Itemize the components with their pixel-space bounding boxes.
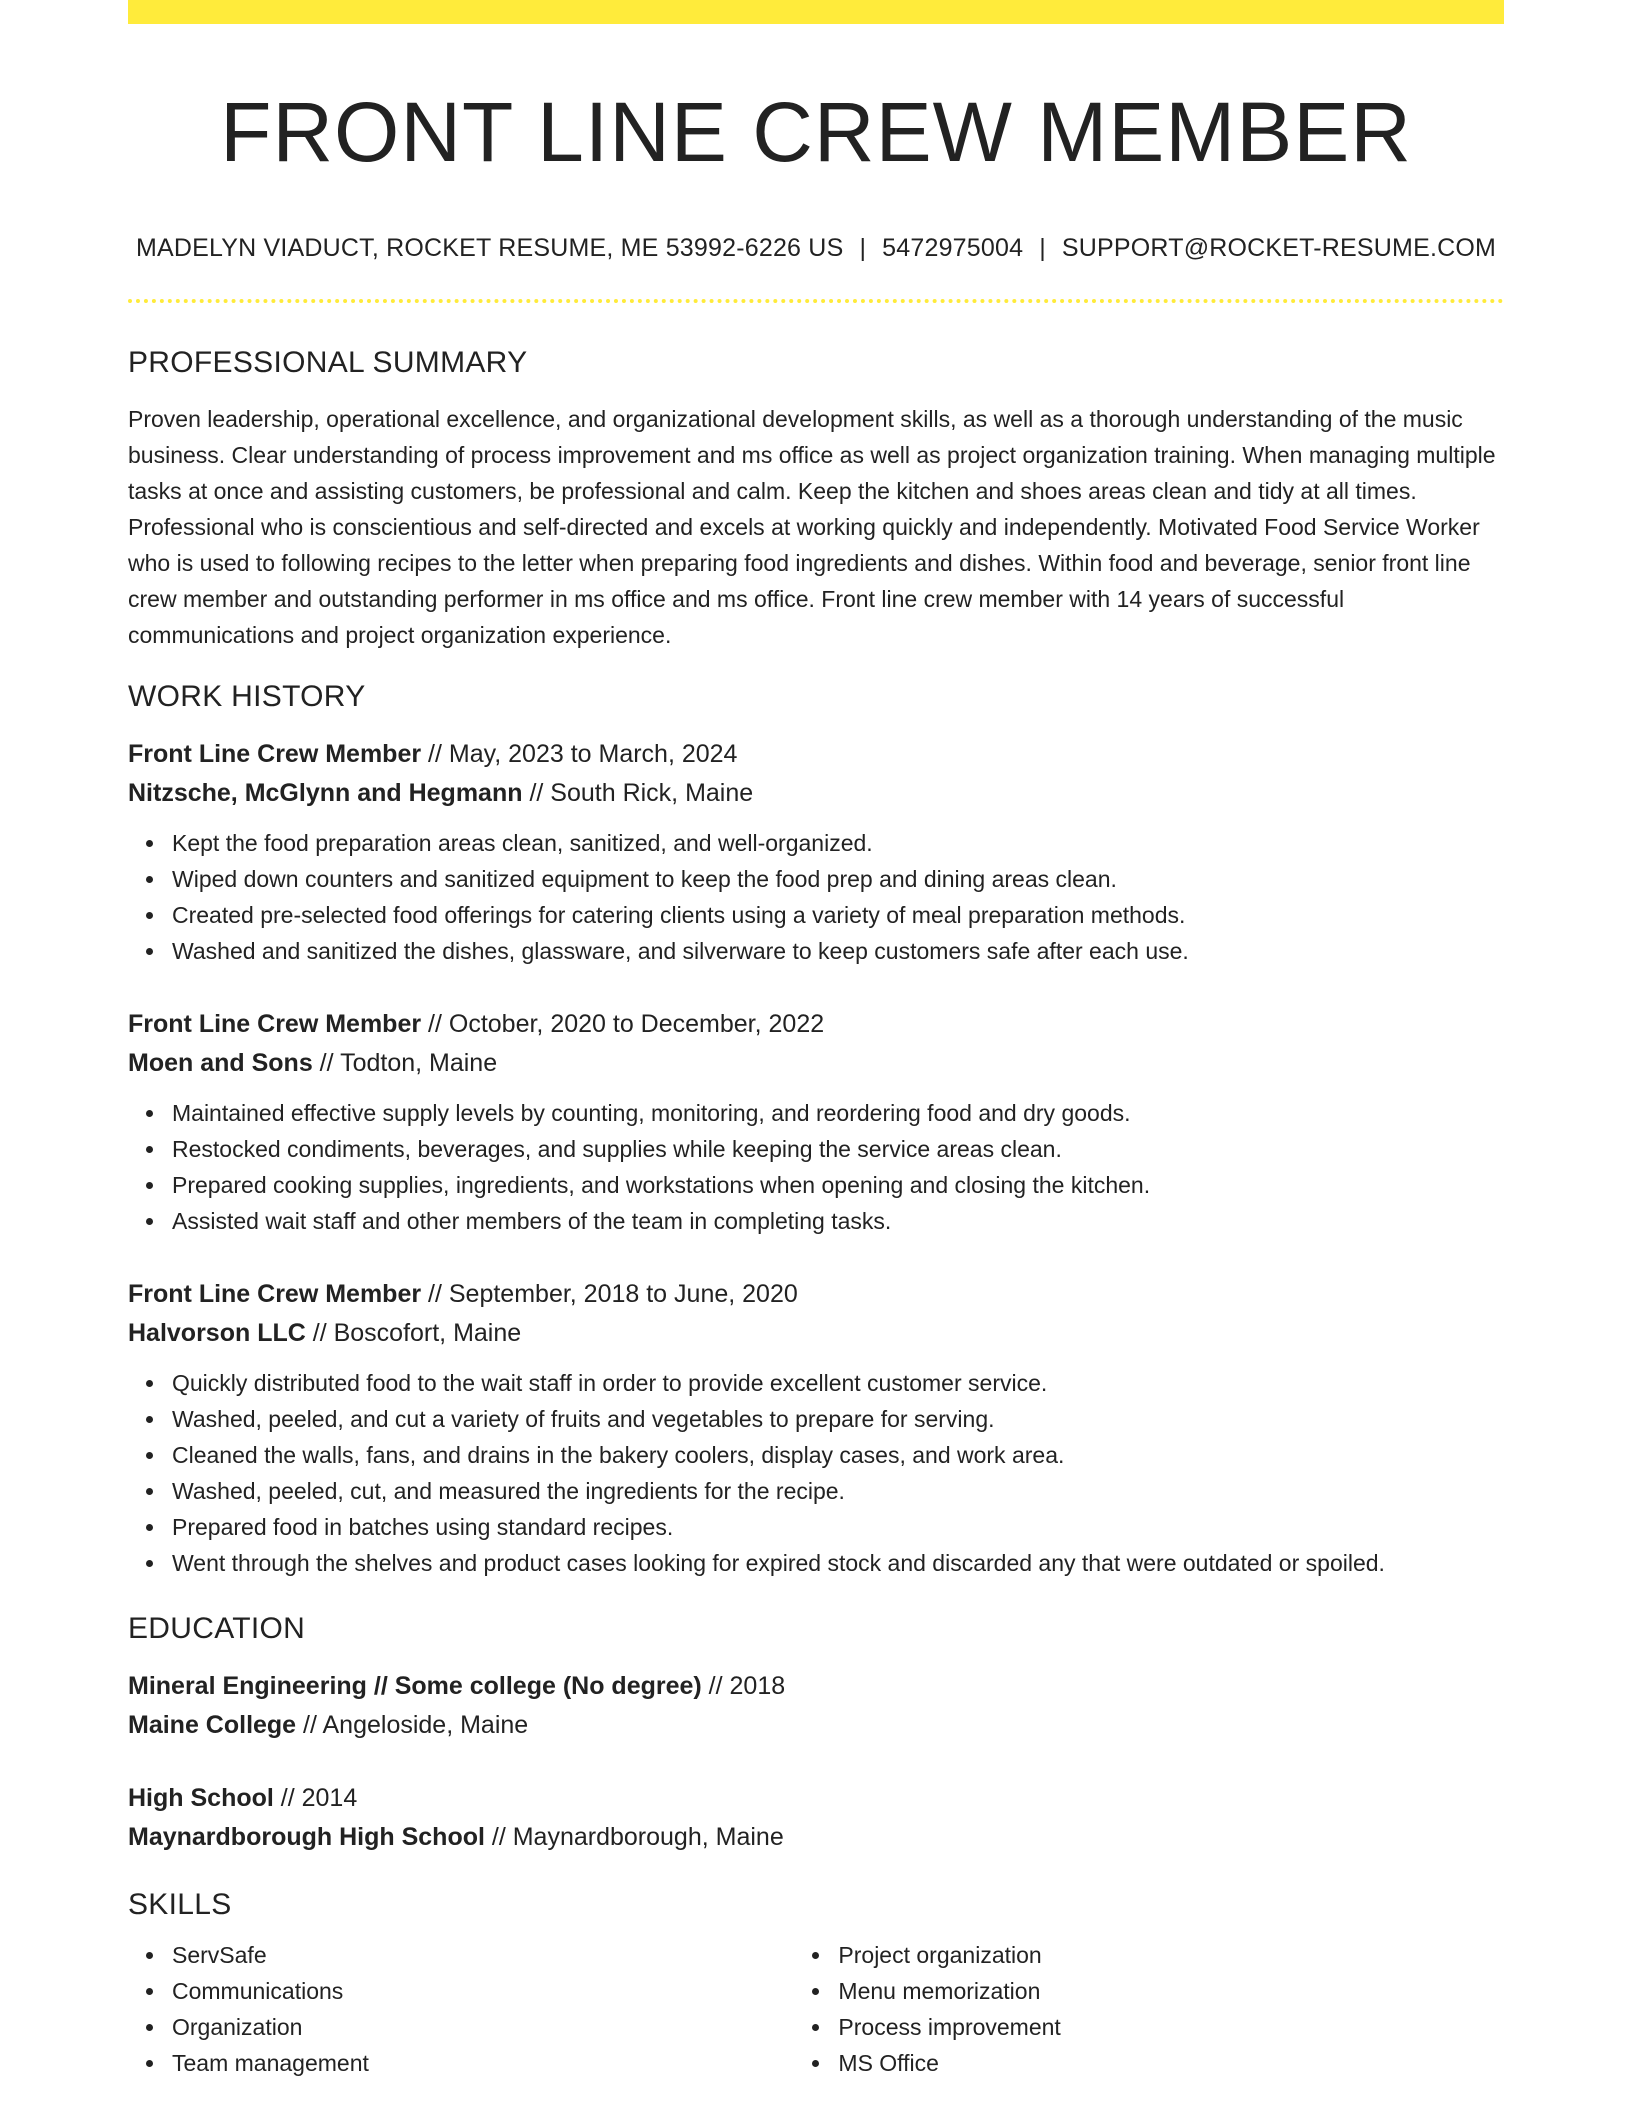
education-school-line [128, 1706, 1504, 1745]
resume-page [128, 0, 1504, 2081]
resume-title: FRONT LINE CREW MEMBER [220, 85, 1412, 179]
skill-item: ServSafe [172, 1937, 794, 1973]
education-degree-line [128, 1779, 1504, 1818]
education-school-line [128, 1818, 1504, 1857]
job-duties [128, 1365, 1504, 1581]
education-year: // 2018 [701, 1672, 786, 1700]
skill-item: Communications [172, 1973, 794, 2009]
job-duty: Kept the food preparation areas clean, sanitized, and well-organized. [172, 825, 1504, 861]
job-duty: Prepared cooking supplies, ingredients, and workstations when opening and closing the kitchen. [172, 1167, 1504, 1203]
job-dates: // September, 2018 to June, 2020 [421, 1280, 798, 1308]
skill-item: Team management [172, 2045, 794, 2081]
education-heading: EDUCATION [128, 1612, 306, 1645]
job-duty: Assisted wait staff and other members of the team in completing tasks. [172, 1203, 1504, 1239]
contact-address: MADELYN VIADUCT, ROCKET RESUME, ME 53992-6226 US [135, 234, 844, 262]
job-duty: Restocked condiments, beverages, and supplies while keeping the service areas clean. [172, 1131, 1504, 1167]
job-entry [128, 735, 1504, 969]
job-duty: Washed and sanitized the dishes, glassware, and silverware to keep customers safe after each use. [172, 933, 1504, 969]
job-role: Front Line Crew Member [128, 1280, 422, 1308]
work-history-heading: WORK HISTORY [128, 680, 366, 713]
skill-item: Menu memorization [838, 1973, 1504, 2009]
job-role: Front Line Crew Member [128, 740, 422, 768]
job-role-line [128, 1275, 1504, 1314]
job-duties [128, 1095, 1504, 1239]
job-duty: Washed, peeled, cut, and measured the ingredients for the recipe. [172, 1473, 1504, 1509]
job-location: // Todton, Maine [312, 1049, 498, 1077]
job-role-line [128, 735, 1504, 774]
job-dates: // May, 2023 to March, 2024 [421, 740, 738, 768]
summary-heading: PROFESSIONAL SUMMARY [128, 346, 528, 379]
job-duty: Maintained effective supply levels by counting, monitoring, and reordering food and dry goods. [172, 1095, 1504, 1131]
education-degree: Mineral Engineering // Some college (No degree) [128, 1672, 702, 1700]
dotted-divider [128, 299, 1504, 303]
job-duty: Cleaned the walls, fans, and drains in the bakery coolers, display cases, and work area. [172, 1437, 1504, 1473]
job-duties [128, 825, 1504, 969]
job-entry [128, 1005, 1504, 1239]
skill-item: MS Office [838, 2045, 1504, 2081]
job-role-line [128, 1005, 1504, 1044]
skills-heading: SKILLS [128, 1888, 232, 1921]
job-company: Nitzsche, McGlynn and Hegmann [128, 779, 523, 807]
skills-columns [128, 1937, 1504, 2081]
skills-list-right [794, 1937, 1504, 2081]
education-entry [128, 1779, 1504, 1857]
job-duty: Prepared food in batches using standard recipes. [172, 1509, 1504, 1545]
job-duty: Went through the shelves and product cases looking for expired stock and discarded any that were outdated or spoiled. [172, 1545, 1504, 1581]
job-company-line [128, 774, 1504, 813]
contact-line [128, 232, 1504, 264]
accent-top-bar [128, 0, 1504, 24]
skills-list-left [128, 1937, 794, 2081]
education-degree-line [128, 1667, 1504, 1706]
job-duty: Washed, peeled, and cut a variety of fruits and vegetables to prepare for serving. [172, 1401, 1504, 1437]
education-degree: High School [128, 1784, 274, 1812]
education-school: Maine College [128, 1711, 297, 1739]
contact-separator: | [1039, 234, 1046, 262]
education-entry [128, 1667, 1504, 1745]
skill-item: Organization [172, 2009, 794, 2045]
contact-phone: 5472975004 [882, 234, 1024, 262]
job-duty: Wiped down counters and sanitized equipment to keep the food prep and dining areas clean. [172, 861, 1504, 897]
job-location: // Boscofort, Maine [305, 1319, 522, 1347]
job-entry [128, 1275, 1504, 1581]
skill-item: Project organization [838, 1937, 1504, 1973]
job-duty: Created pre-selected food offerings for catering clients using a variety of meal preparation methods. [172, 897, 1504, 933]
contact-email: SUPPORT@ROCKET-RESUME.COM [1061, 234, 1497, 262]
job-role: Front Line Crew Member [128, 1010, 422, 1038]
education-school: Maynardborough High School [128, 1823, 485, 1851]
education-location: // Angeloside, Maine [296, 1711, 529, 1739]
education-location: // Maynardborough, Maine [484, 1823, 784, 1851]
contact-separator: | [859, 234, 867, 262]
job-dates: // October, 2020 to December, 2022 [421, 1010, 825, 1038]
summary-text: Proven leadership, operational excellence, and organizational development skills, as well as a thorough understanding of the music business. Clear understanding of process improvement and ms office as well as project organization training. When managing multiple tasks at once and assisting customers, be professional and calm. Keep the kitchen and shoes areas clean and tidy at all times. Professional who is conscientious and self-directed and excels at working quickly and independently. Motivated Food Service Worker who is used to following recipes to the letter when preparing food ingredients and dishes. Within food and beverage, senior front line crew member and outstanding performer in ms office and ms office. Front line crew member with 14 years of successful communications and project organization experience. [128, 406, 1496, 648]
job-company: Halvorson LLC [128, 1319, 306, 1347]
job-company-line [128, 1314, 1504, 1353]
education-year: // 2014 [273, 1784, 358, 1812]
job-company: Moen and Sons [128, 1049, 313, 1077]
job-company-line [128, 1044, 1504, 1083]
skill-item: Process improvement [838, 2009, 1504, 2045]
job-location: // South Rick, Maine [522, 779, 754, 807]
job-duty: Quickly distributed food to the wait staff in order to provide excellent customer service. [172, 1365, 1504, 1401]
